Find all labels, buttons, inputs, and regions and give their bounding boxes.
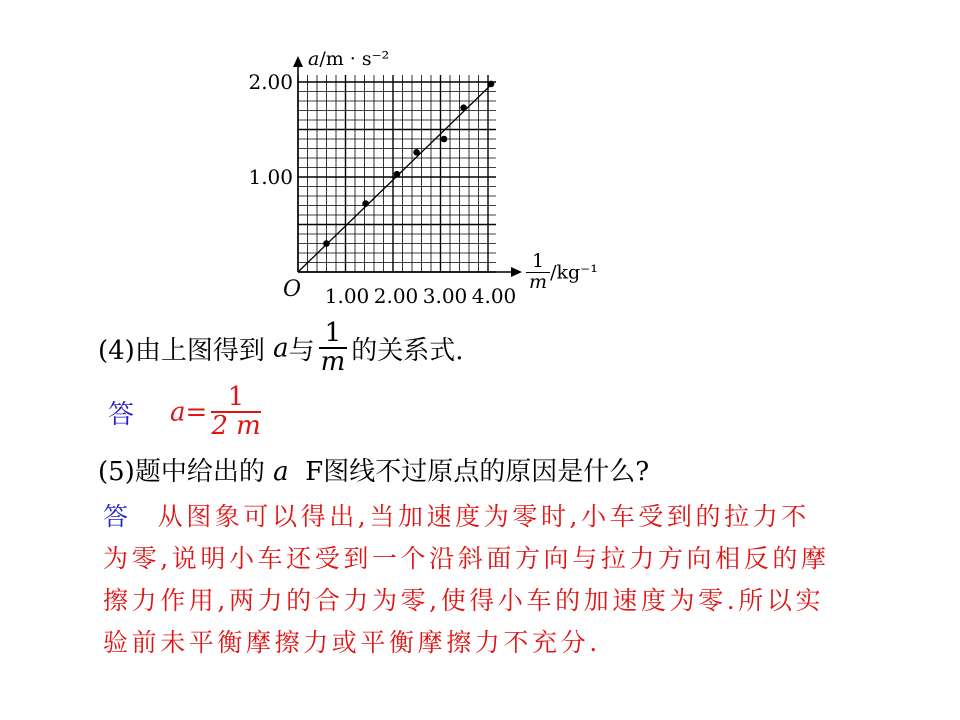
origin-label: O [283,277,302,302]
a4-fraction [211,384,260,441]
a4-frac-num: 1 [211,384,260,413]
q4-suffix: 的关系式. [351,335,464,366]
q5-suffix: F图线不过原点的原因是什么? [288,457,650,487]
a5-line-3: 擦力作用,两力的合力为零,使得小车的加速度为零.所以实 [103,586,825,615]
x-tick-label: 3.00 [422,284,468,308]
answer-5 [103,498,830,662]
y-axis-var: a [308,48,320,70]
x-tick-label: 4.00 [471,284,517,308]
q4-mid: 与 [288,335,315,366]
q4-var: a [273,333,289,364]
x-axis-unit: /kg⁻¹ [550,261,598,284]
y-tick-label: 2.00 [248,70,293,94]
x-tick-label: 2.00 [373,284,419,308]
data-point [394,171,401,178]
x-tick-label: 1.00 [324,284,370,308]
q4-prefix: (4)由上图得到 [98,335,274,366]
x-axis-frac-num: 1 [526,252,550,273]
a-vs-inverse-mass-chart [0,0,960,320]
q5-prefix: (5)题中给出的 [98,457,274,487]
y-tick-label: 1.00 [248,165,293,189]
question-5 [98,451,649,488]
data-point [441,136,448,143]
x-axis-label [526,252,598,293]
y-axis-arrow [293,56,303,67]
a4-frac-den: 2 m [211,411,261,442]
data-point [413,149,420,156]
q4-frac-den: m [320,347,346,378]
data-point [323,240,330,247]
answer-4 [108,384,261,441]
a5-line-4: 验前未平衡摩擦力或平衡摩擦力不充分. [103,628,601,657]
y-axis-unit: /m · s⁻² [319,48,390,70]
x-axis-arrow [511,267,522,277]
data-point [488,81,495,88]
data-point [460,104,467,111]
a5-line-2: 为零,说明小车还受到一个沿斜面方向与拉力方向相反的摩 [103,544,830,573]
q4-frac-num: 1 [319,320,348,349]
question-4 [98,320,463,377]
x-axis-fraction [526,252,550,293]
a4-lhs: a= [170,397,208,428]
data-point [362,200,369,207]
a5-text-1: 从图象可以得出,当加速度为零时,小车受到的拉力不 [157,502,810,531]
q4-fraction [319,320,348,377]
a4-label: 答 [108,399,135,430]
x-axis-frac-den: m [529,270,548,293]
a5-label: 答 [103,502,132,531]
a5-line-1 [103,498,830,536]
y-axis-label [308,48,389,70]
q5-var: a [273,457,289,487]
